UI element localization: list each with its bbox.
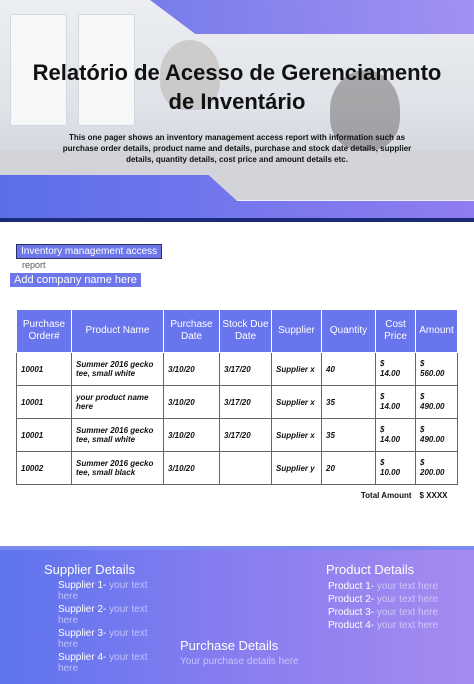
currency-symbol: $ bbox=[420, 392, 425, 401]
currency-symbol: $ bbox=[380, 425, 385, 434]
cell-supplier: Supplier x bbox=[272, 353, 322, 386]
inventory-label-sub: report bbox=[22, 260, 46, 270]
cell-cost bbox=[376, 419, 416, 452]
cell-amount bbox=[416, 386, 458, 419]
header-top-band bbox=[150, 0, 474, 34]
cost-value: 14.00 bbox=[380, 402, 401, 411]
cell-order: 10001 bbox=[17, 386, 72, 419]
currency-symbol: $ bbox=[420, 458, 425, 467]
cost-value: 10.00 bbox=[380, 468, 401, 477]
header-divider bbox=[0, 218, 474, 222]
cell-purchase-date: 3/10/20 bbox=[164, 353, 220, 386]
cell-amount bbox=[416, 419, 458, 452]
product-item-label: Product 2- bbox=[328, 594, 375, 605]
currency-symbol: $ bbox=[420, 425, 425, 434]
cost-value: 14.00 bbox=[380, 369, 401, 378]
supplier-item bbox=[58, 628, 168, 650]
supplier-item-label: Supplier 3- bbox=[58, 628, 107, 639]
currency-symbol: $ bbox=[380, 359, 385, 368]
cell-stock-date: 3/17/20 bbox=[220, 386, 272, 419]
supplier-item-text: your text here bbox=[58, 652, 148, 674]
table-row bbox=[17, 452, 458, 485]
product-item bbox=[328, 607, 438, 618]
inventory-table bbox=[16, 309, 458, 505]
supplier-item bbox=[58, 580, 168, 602]
purchase-details-text bbox=[180, 656, 299, 667]
column-header: Quantity bbox=[322, 310, 376, 353]
total-row bbox=[17, 485, 458, 506]
supplier-item-text: your text here bbox=[58, 604, 148, 626]
product-details-title: Product Details bbox=[326, 562, 415, 577]
cell-product: Summer 2016 gecko tee, small black bbox=[72, 452, 164, 485]
currency-symbol: $ bbox=[380, 392, 385, 401]
column-header: Purchase Date bbox=[164, 310, 220, 353]
currency-symbol: $ bbox=[420, 359, 425, 368]
supplier-details-title: Supplier Details bbox=[44, 562, 136, 577]
product-item-text: your text here bbox=[376, 581, 439, 592]
cell-cost bbox=[376, 452, 416, 485]
table-row bbox=[17, 419, 458, 452]
column-header: Supplier bbox=[272, 310, 322, 353]
cell-purchase-date: 3/10/20 bbox=[164, 452, 220, 485]
supplier-item bbox=[58, 652, 168, 674]
cell-stock-date bbox=[220, 452, 272, 485]
purchase-details-value: Your purchase details here bbox=[180, 656, 299, 667]
cell-amount bbox=[416, 353, 458, 386]
cell-purchase-date: 3/10/20 bbox=[164, 386, 220, 419]
product-item bbox=[328, 620, 438, 631]
cell-cost bbox=[376, 386, 416, 419]
supplier-item-label: Supplier 1- bbox=[58, 580, 107, 591]
column-header: Purchase Order# bbox=[17, 310, 72, 353]
amount-value: 490.00 bbox=[420, 435, 445, 444]
product-item-label: Product 4- bbox=[328, 620, 375, 631]
cell-supplier: Supplier x bbox=[272, 419, 322, 452]
cell-stock-date: 3/17/20 bbox=[220, 353, 272, 386]
product-item-label: Product 1- bbox=[328, 581, 375, 592]
product-item-text: your text here bbox=[376, 607, 439, 618]
inventory-label: Inventory management access bbox=[16, 244, 162, 259]
cell-supplier: Supplier x bbox=[272, 386, 322, 419]
total-value: $ XXXX bbox=[419, 490, 448, 500]
cell-quantity: 40 bbox=[322, 353, 376, 386]
product-item bbox=[328, 594, 438, 605]
table-header-row bbox=[17, 310, 458, 353]
supplier-item-text: your text here bbox=[58, 628, 148, 650]
table-row bbox=[17, 386, 458, 419]
cell-order: 10001 bbox=[17, 353, 72, 386]
currency-symbol: $ bbox=[380, 458, 385, 467]
company-name-label: Add company name here bbox=[10, 273, 141, 287]
column-header: Cost Price bbox=[376, 310, 416, 353]
cell-quantity: 35 bbox=[322, 386, 376, 419]
product-item-label: Product 3- bbox=[328, 607, 375, 618]
column-header: Amount bbox=[416, 310, 458, 353]
amount-value: 490.00 bbox=[420, 402, 445, 411]
cell-amount bbox=[416, 452, 458, 485]
page-title: Relatório de Acesso de Gerenciamento de Inventário bbox=[32, 60, 442, 114]
cell-cost bbox=[376, 353, 416, 386]
column-header: Stock Due Date bbox=[220, 310, 272, 353]
supplier-item-text: your text here bbox=[58, 580, 148, 602]
product-item bbox=[328, 581, 438, 592]
cell-quantity: 35 bbox=[322, 419, 376, 452]
amount-value: 560.00 bbox=[420, 369, 445, 378]
page-subtitle: This one pager shows an inventory management access report with information such as purchase order details, product name and details, purchase and stock date details, supplier details, quantity details, cost price and amount details etc. bbox=[62, 133, 412, 164]
supplier-item-label: Supplier 2- bbox=[58, 604, 107, 615]
cost-value: 14.00 bbox=[380, 435, 401, 444]
cell-quantity: 20 bbox=[322, 452, 376, 485]
cell-supplier: Supplier y bbox=[272, 452, 322, 485]
cell-purchase-date: 3/10/20 bbox=[164, 419, 220, 452]
total-label: Total Amount bbox=[360, 490, 412, 500]
cell-order: 10002 bbox=[17, 452, 72, 485]
amount-value: 200.00 bbox=[420, 468, 445, 477]
purchase-details-title: Purchase Details bbox=[180, 638, 279, 653]
cell-stock-date: 3/17/20 bbox=[220, 419, 272, 452]
product-item-text: your text here bbox=[376, 620, 439, 631]
product-item-text: your text here bbox=[376, 594, 439, 605]
cell-product: Summer 2016 gecko tee, small white bbox=[72, 353, 164, 386]
column-header: Product Name bbox=[72, 310, 164, 353]
cell-product: your product name here bbox=[72, 386, 164, 419]
table-row bbox=[17, 353, 458, 386]
supplier-item bbox=[58, 604, 168, 626]
supplier-item-label: Supplier 4- bbox=[58, 652, 107, 663]
cell-product: Summer 2016 gecko tee, small white bbox=[72, 419, 164, 452]
cell-order: 10001 bbox=[17, 419, 72, 452]
